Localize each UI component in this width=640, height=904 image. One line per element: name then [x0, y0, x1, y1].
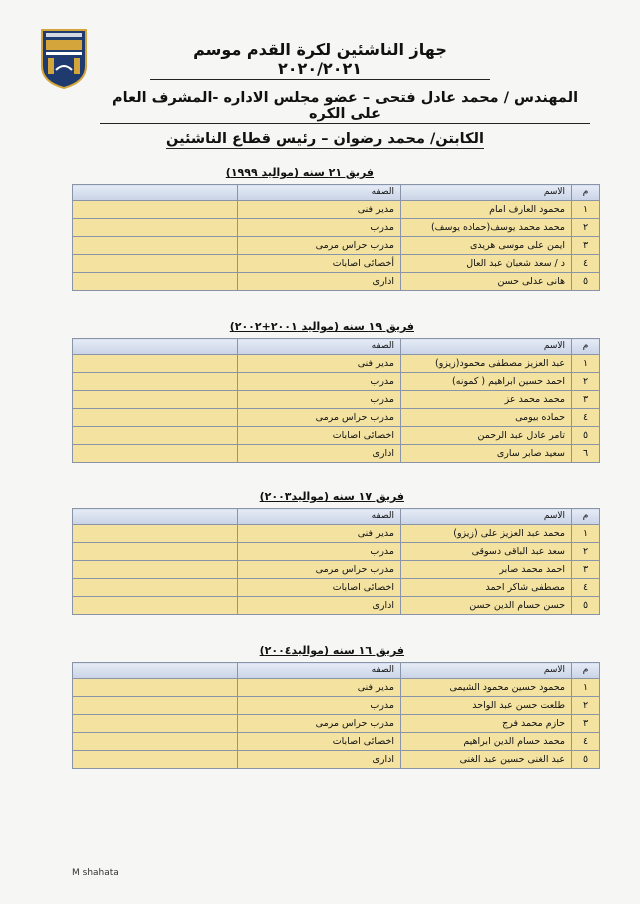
row-role: مدير فنى — [238, 355, 401, 373]
table-row — [73, 391, 600, 409]
row-name: طلعت حسن عبد الواحد — [401, 697, 572, 715]
row-num: ٢ — [572, 219, 600, 237]
row-num: ١ — [572, 355, 600, 373]
row-role: مدرب — [238, 543, 401, 561]
captain-line — [160, 131, 490, 149]
engineer-line — [100, 90, 590, 124]
row-name: عبد الغنى حسين عبد الغنى — [401, 751, 572, 769]
club-crest-icon — [40, 28, 88, 90]
row-name: محمد عبد العزيز على (زيزو) — [401, 525, 572, 543]
table-row — [73, 373, 600, 391]
row-blank — [73, 525, 238, 543]
row-blank — [73, 255, 238, 273]
row-name: حسن حسام الدين حسن — [401, 597, 572, 615]
row-name: سعيد صابر سارى — [401, 445, 572, 463]
table-row — [73, 409, 600, 427]
row-num: ١ — [572, 679, 600, 697]
row-num: ٦ — [572, 445, 600, 463]
row-num: ١ — [572, 525, 600, 543]
row-num: ٢ — [572, 373, 600, 391]
col-role-header: الصفه — [238, 509, 401, 525]
row-blank — [73, 427, 238, 445]
row-num: ١ — [572, 201, 600, 219]
row-role: ادارى — [238, 445, 401, 463]
col-name-header: الاسم — [401, 185, 572, 201]
row-role: ادارى — [238, 751, 401, 769]
table-row — [73, 579, 600, 597]
col-blank-header — [73, 339, 238, 355]
team-u19-table — [72, 338, 600, 463]
col-blank-header — [73, 663, 238, 679]
table-row — [73, 525, 600, 543]
row-role: مدير فنى — [238, 201, 401, 219]
table-row — [73, 273, 600, 291]
row-name: احمد حسين ابراهيم ( كمونه) — [401, 373, 572, 391]
row-blank — [73, 733, 238, 751]
table-row — [73, 697, 600, 715]
col-num-header: م — [572, 339, 600, 355]
row-num: ٣ — [572, 391, 600, 409]
row-role: اخصائى اصابات — [238, 733, 401, 751]
row-blank — [73, 597, 238, 615]
row-num: ٤ — [572, 409, 600, 427]
table-header-row — [73, 339, 600, 355]
row-num: ٥ — [572, 751, 600, 769]
col-num-header: م — [572, 663, 600, 679]
row-role: مدرب حراس مرمى — [238, 409, 401, 427]
row-blank — [73, 273, 238, 291]
row-name: عبد العزيز مصطفى محمود(زيزو) — [401, 355, 572, 373]
row-role: ادارى — [238, 273, 401, 291]
team-u16-table — [72, 662, 600, 769]
table-row — [73, 561, 600, 579]
row-blank — [73, 373, 238, 391]
col-num-header: م — [572, 509, 600, 525]
table-row — [73, 355, 600, 373]
row-role: مدرب — [238, 373, 401, 391]
captain-line-text: الكابتن/ محمد رضوان – رئيس قطاع الناشئين — [166, 131, 484, 147]
row-role: مدرب حراس مرمى — [238, 237, 401, 255]
row-blank — [73, 391, 238, 409]
row-blank — [73, 355, 238, 373]
row-name: سعد عبد الباقى دسوقى — [401, 543, 572, 561]
row-role: أخصائى اصابات — [238, 255, 401, 273]
table-row — [73, 237, 600, 255]
row-name: محمود حسين محمود الشيمى — [401, 679, 572, 697]
row-role: اخصائى اصابات — [238, 427, 401, 445]
row-role: مدير فنى — [238, 679, 401, 697]
table-row — [73, 597, 600, 615]
row-num: ٣ — [572, 237, 600, 255]
row-blank — [73, 409, 238, 427]
row-blank — [73, 445, 238, 463]
row-num: ٣ — [572, 561, 600, 579]
row-role: مدرب — [238, 391, 401, 409]
row-role: مدرب — [238, 219, 401, 237]
col-role-header: الصفه — [238, 185, 401, 201]
row-num: ٢ — [572, 543, 600, 561]
row-name: د / سعد شعبان عبد العال — [401, 255, 572, 273]
col-name-header: الاسم — [401, 339, 572, 355]
table-row — [73, 715, 600, 733]
row-blank — [73, 715, 238, 733]
team-u19-title: فريق ١٩ سنه (مواليد ٢٠٠١+٢٠٠٢) — [229, 320, 414, 333]
team-u16-title: فريق ١٦ سنه (مواليد٢٠٠٤) — [259, 644, 404, 657]
table-header-row — [73, 185, 600, 201]
col-name-header: الاسم — [401, 663, 572, 679]
page-title-text: جهاز الناشئين لكرة القدم موسم ٢٠٢٠/٢٠٢١ — [150, 40, 490, 80]
row-role: مدرب — [238, 697, 401, 715]
row-num: ٥ — [572, 273, 600, 291]
table-header-row — [73, 663, 600, 679]
row-num: ٤ — [572, 255, 600, 273]
row-name: حماده بيومى — [401, 409, 572, 427]
col-num-header: م — [572, 185, 600, 201]
row-name: محمد محمد عز — [401, 391, 572, 409]
row-name: مصطفى شاكر احمد — [401, 579, 572, 597]
col-role-header: الصفه — [238, 339, 401, 355]
row-blank — [73, 751, 238, 769]
team-u17-title: فريق ١٧ سنه (مواليد٢٠٠٣) — [259, 490, 404, 503]
col-blank-header — [73, 185, 238, 201]
row-blank — [73, 561, 238, 579]
engineer-line-text: المهندس / محمد عادل فتحى – عضو مجلس الاداره -المشرف العام على الكره — [100, 90, 590, 124]
row-name: ايمن على موسى هريدى — [401, 237, 572, 255]
table-row — [73, 679, 600, 697]
table-row — [73, 255, 600, 273]
col-name-header: الاسم — [401, 509, 572, 525]
table-row — [73, 427, 600, 445]
row-num: ٢ — [572, 697, 600, 715]
table-row — [73, 751, 600, 769]
row-blank — [73, 219, 238, 237]
table-row — [73, 201, 600, 219]
row-name: تامر عادل عبد الرحمن — [401, 427, 572, 445]
table-row — [73, 543, 600, 561]
row-name: حازم محمد فرج — [401, 715, 572, 733]
row-name: محمد محمد يوسف(حماده يوسف) — [401, 219, 572, 237]
club-logo — [40, 28, 88, 90]
col-role-header: الصفه — [238, 663, 401, 679]
table-row — [73, 733, 600, 751]
row-num: ٥ — [572, 597, 600, 615]
table-header-row — [73, 509, 600, 525]
row-role: مدرب حراس مرمى — [238, 561, 401, 579]
table-row — [73, 219, 600, 237]
row-name: هانى عدلى حسن — [401, 273, 572, 291]
row-blank — [73, 579, 238, 597]
table-row — [73, 445, 600, 463]
row-role: اخصائى اصابات — [238, 579, 401, 597]
row-name: محمد حسام الدين ابراهيم — [401, 733, 572, 751]
row-num: ٤ — [572, 733, 600, 751]
row-blank — [73, 201, 238, 219]
col-blank-header — [73, 509, 238, 525]
row-name: محمود العارف امام — [401, 201, 572, 219]
page-title — [150, 40, 490, 80]
row-num: ٥ — [572, 427, 600, 445]
team-u17-table — [72, 508, 600, 615]
team-u21-table — [72, 184, 600, 291]
row-role: مدرب حراس مرمى — [238, 715, 401, 733]
row-blank — [73, 543, 238, 561]
row-name: احمد محمد صابر — [401, 561, 572, 579]
row-num: ٣ — [572, 715, 600, 733]
team-u21-title: فريق ٢١ سنه (مواليد ١٩٩٩) — [225, 166, 374, 179]
footer-signature: M shahata — [72, 868, 119, 878]
row-blank — [73, 237, 238, 255]
row-num: ٤ — [572, 579, 600, 597]
row-role: مدير فنى — [238, 525, 401, 543]
row-role: ادارى — [238, 597, 401, 615]
row-blank — [73, 697, 238, 715]
row-blank — [73, 679, 238, 697]
